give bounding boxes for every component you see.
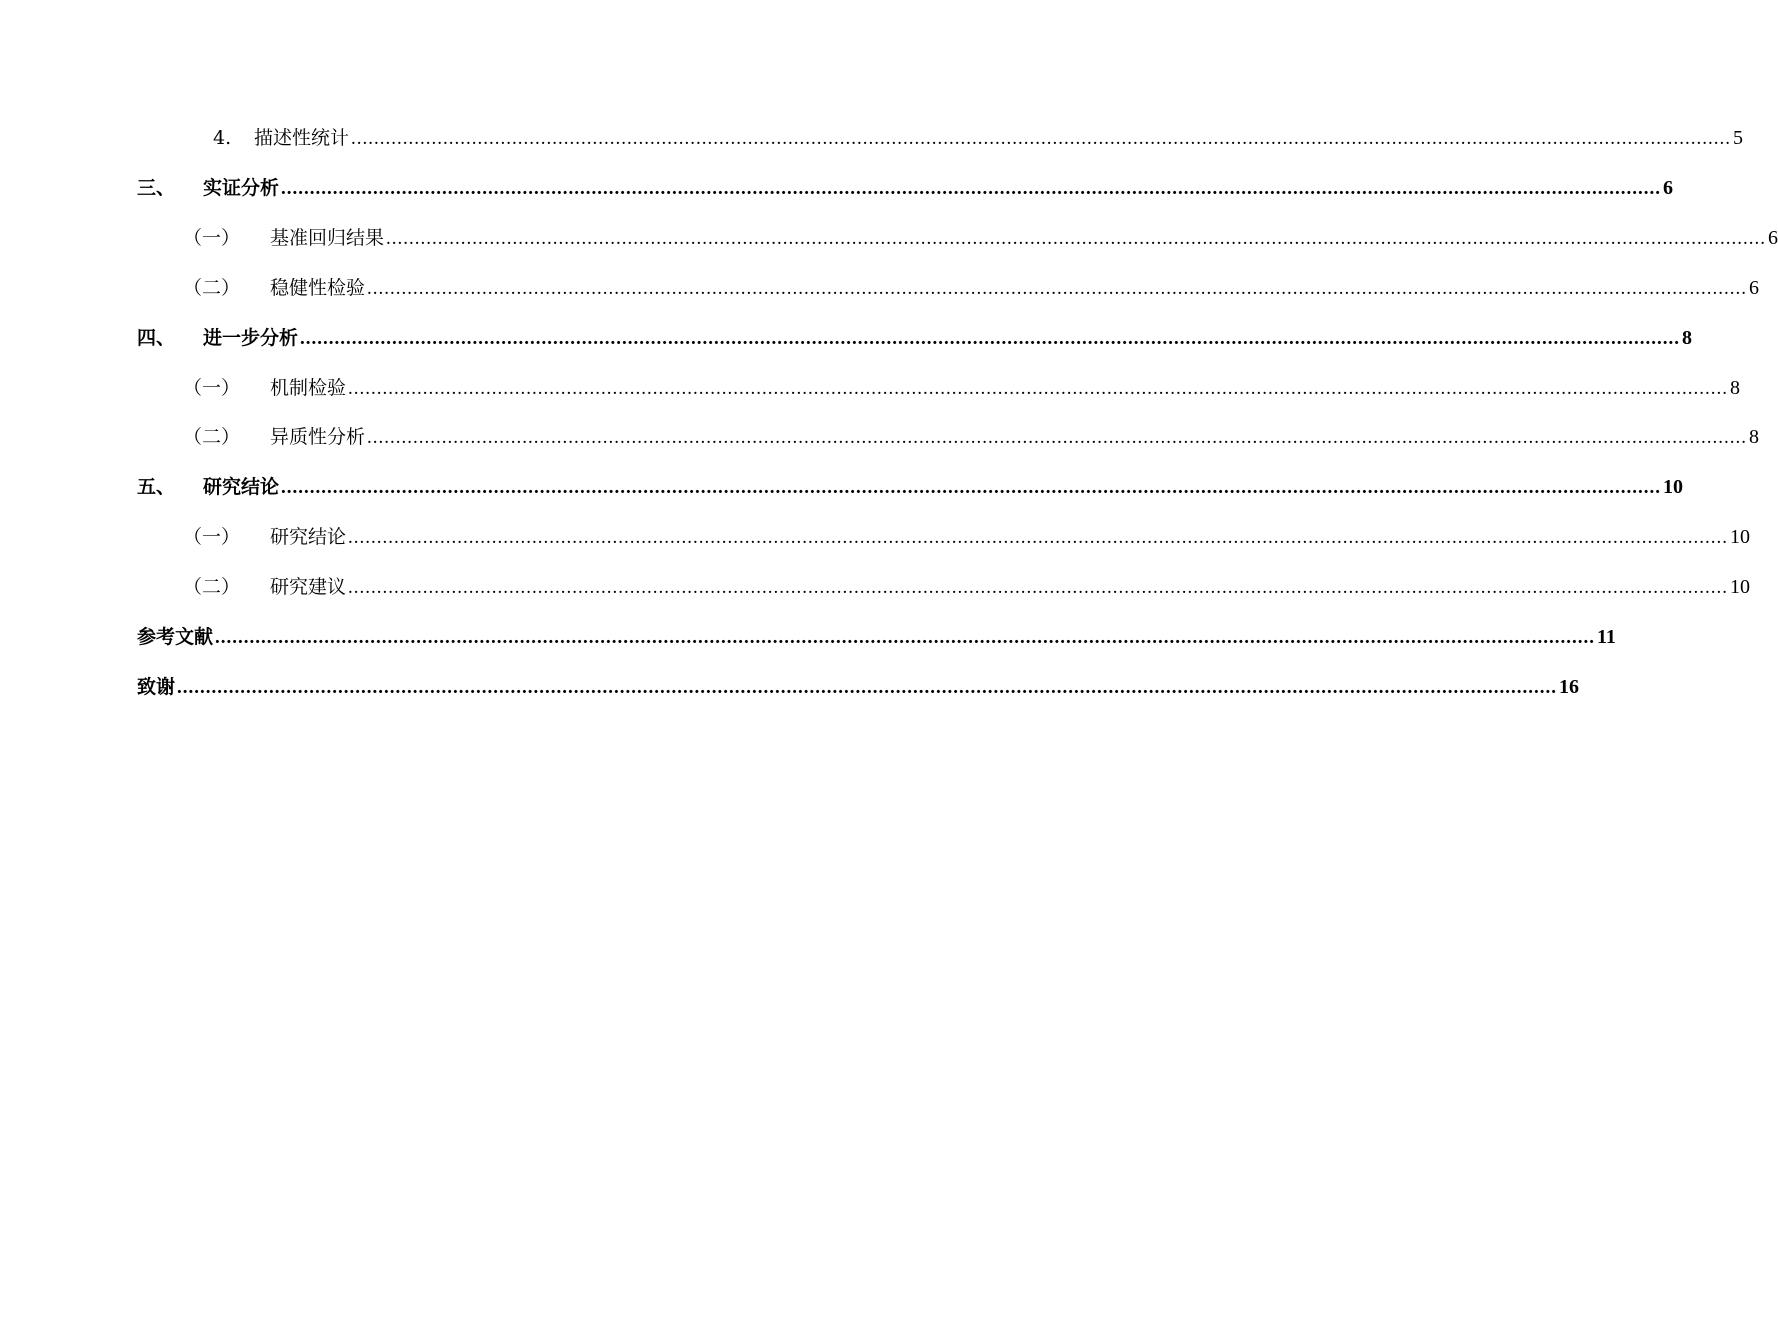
toc-entry-page-number: 5 [1733, 127, 1744, 149]
toc-dot-leader: ................................................................................................................................................................................................................................................ [215, 627, 1596, 648]
toc-entry-page-number: 10 [1730, 526, 1751, 549]
toc-entry[interactable] [183, 276, 1760, 299]
toc-entry-page-number: 10 [1730, 576, 1751, 599]
toc-entry-page-number: 8 [1682, 326, 1693, 349]
toc-entry-title: 基准回归结果 [270, 226, 385, 249]
toc-dot-leader: ................................................................................................................................................................................................................................................ [348, 577, 1729, 599]
toc-entry-title: 研究建议 [270, 576, 347, 599]
toc-dot-leader: ................................................................................................................................................................................................................................................ [348, 527, 1729, 549]
toc-entry-title: 实证分析 [203, 176, 280, 199]
toc-entry[interactable] [137, 476, 1684, 499]
toc-entry-title: 机制检验 [270, 376, 347, 399]
toc-entry-number: （二） [183, 576, 241, 599]
toc-entry-number: （二） [183, 276, 241, 299]
toc-dot-leader: ................................................................................................................................................................................................................................................ [300, 327, 1681, 349]
toc-entry-page-number: 8 [1730, 376, 1741, 399]
toc-entry[interactable] [183, 426, 1760, 449]
toc-entry-title: 异质性分析 [270, 426, 366, 449]
toc-entry-number: （二） [183, 426, 241, 449]
toc-entry-page-number: 6 [1663, 176, 1674, 199]
toc-entry[interactable] [137, 176, 1674, 199]
toc-entry-title: 研究结论 [203, 476, 280, 499]
toc-entry-title: 稳健性检验 [270, 276, 366, 299]
toc-entry-title: 参考文献 [137, 626, 214, 648]
toc-dot-leader: ................................................................................................................................................................................................................................................ [348, 377, 1729, 399]
toc-entry-page-number: 11 [1597, 626, 1616, 648]
toc-entry[interactable] [137, 326, 1693, 349]
toc-entry[interactable] [213, 127, 1744, 149]
toc-entry-page-number: 10 [1663, 476, 1684, 499]
toc-entry-number: （一） [183, 376, 241, 399]
toc-entry-page-number: 16 [1559, 675, 1580, 698]
toc-entry[interactable] [183, 576, 1751, 599]
toc-entry-number: （一） [183, 526, 241, 549]
toc-entry-page-number: 6 [1768, 226, 1778, 249]
toc-dot-leader: ................................................................................................................................................................................................................................................ [351, 128, 1732, 149]
toc-dot-leader: ................................................................................................................................................................................................................................................ [367, 277, 1748, 299]
toc-entry-number: 三、 [137, 176, 176, 199]
toc-entry-number: 五、 [137, 476, 176, 499]
toc-entry[interactable] [137, 626, 1616, 648]
toc-entry-number: （一） [183, 226, 241, 249]
toc-entry[interactable] [137, 675, 1580, 698]
toc-entry-number: 4. [213, 127, 232, 149]
toc-entry-number: 四、 [137, 326, 176, 349]
toc-dot-leader: ................................................................................................................................................................................................................................................ [177, 676, 1558, 698]
toc-dot-leader: ................................................................................................................................................................................................................................................ [281, 177, 1662, 199]
toc-dot-leader: ................................................................................................................................................................................................................................................ [367, 427, 1748, 449]
toc-dot-leader: ................................................................................................................................................................................................................................................ [281, 477, 1662, 499]
toc-entry[interactable] [183, 376, 1741, 399]
toc-entry-title: 描述性统计 [254, 127, 350, 149]
toc-entry-page-number: 8 [1749, 426, 1760, 449]
toc-dot-leader: ................................................................................................................................................................................................................................................ [386, 227, 1767, 249]
toc-entry-title: 进一步分析 [203, 326, 299, 349]
toc-entry[interactable] [183, 226, 1778, 249]
toc-entry-title: 研究结论 [270, 526, 347, 549]
toc-entry[interactable] [183, 526, 1751, 549]
toc-entry-page-number: 6 [1749, 276, 1760, 299]
toc-entry-title: 致谢 [137, 675, 176, 698]
